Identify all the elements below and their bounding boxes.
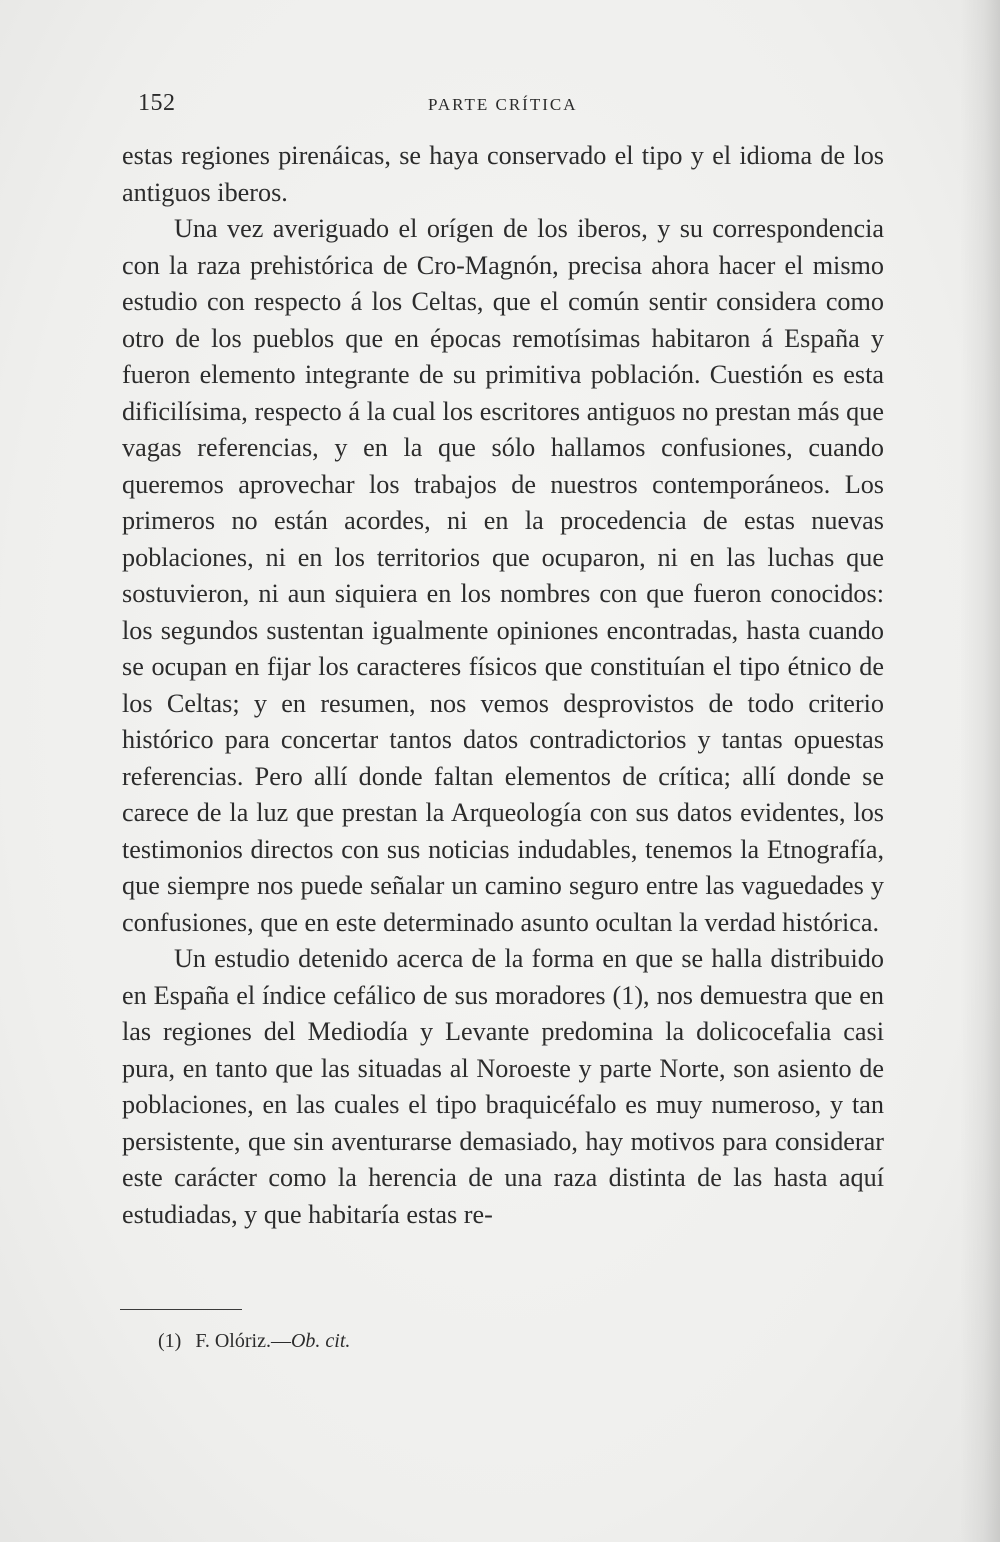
footnote (158, 1330, 350, 1353)
page-edge-shadow (960, 0, 1000, 1542)
page-number: 152 (138, 90, 176, 116)
body-text (122, 138, 884, 1233)
paragraph-3: Un estudio detenido acerca de la forma en que se halla distribuido en España el índice cefálico de sus moradores (1), nos demuestra que en las regiones del Mediodía y Levante predomina la dolicocefalia casi pura, en tanto que las situadas al Noroeste y parte Norte, son asiento de poblaciones, en las cuales el tipo braquicéfalo es muy numeroso, y tan persistente, que sin aventurarse demasiado, hay motivos para considerar este carácter como la herencia de una raza distinta de las hasta aquí estudiadas, y que habitaría estas re- (122, 944, 884, 1229)
footnote-mark: (1) (158, 1330, 182, 1352)
footnote-rule (120, 1309, 242, 1310)
paragraph-1: estas regiones pirenáicas, se haya conservado el tipo y el idioma de los antiguos iberos. (122, 141, 884, 207)
running-head (138, 90, 888, 120)
footnote-author: F. Olóriz.— (195, 1330, 291, 1352)
section-title: PARTE CRÍTICA (428, 95, 578, 114)
footnote-citation: Ob. cit. (290, 1330, 351, 1352)
paragraph-2: Una vez averiguado el orígen de los iberos, y su correspondencia con la raza prehistórica de Cro-Magnón, precisa ahora hacer el mismo estudio con respecto á los Celtas, que el común sentir considera como otro de los pueblos que en épocas remotísimas habitaron á España y fueron elemento integrante de su primitiva población. Cuestión es esta dificilísima, respecto á la cual los escritores antiguos no prestan más que vagas referencias, y en la que sólo hallamos confusiones, cuando queremos aprovechar los trabajos de nuestros contemporáneos. Los primeros no están acordes, ni en la procedencia de estas nuevas poblaciones, ni en los territorios que ocuparon, ni en las luchas que sostuvieron, ni aun siquiera en los nombres con que fueron conocidos: los segundos sustentan igualmente opiniones encontradas, hasta cuando se ocupan en fijar los caracteres físicos que constituían el tipo étnico de los Celtas; y en resumen, nos vemos desprovistos de todo criterio histórico para concertar tantos datos contradictorios y tantas opuestas referencias. Pero allí donde faltan elementos de crítica; allí donde se carece de la luz que prestan la Arqueología con sus datos evidentes, los testimonios directos con sus noticias indudables, tenemos la Etnografía, que siempre nos puede señalar un camino seguro entre las vaguedades y confusiones, que en este determinado asunto ocultan la verdad histórica. (122, 214, 884, 937)
